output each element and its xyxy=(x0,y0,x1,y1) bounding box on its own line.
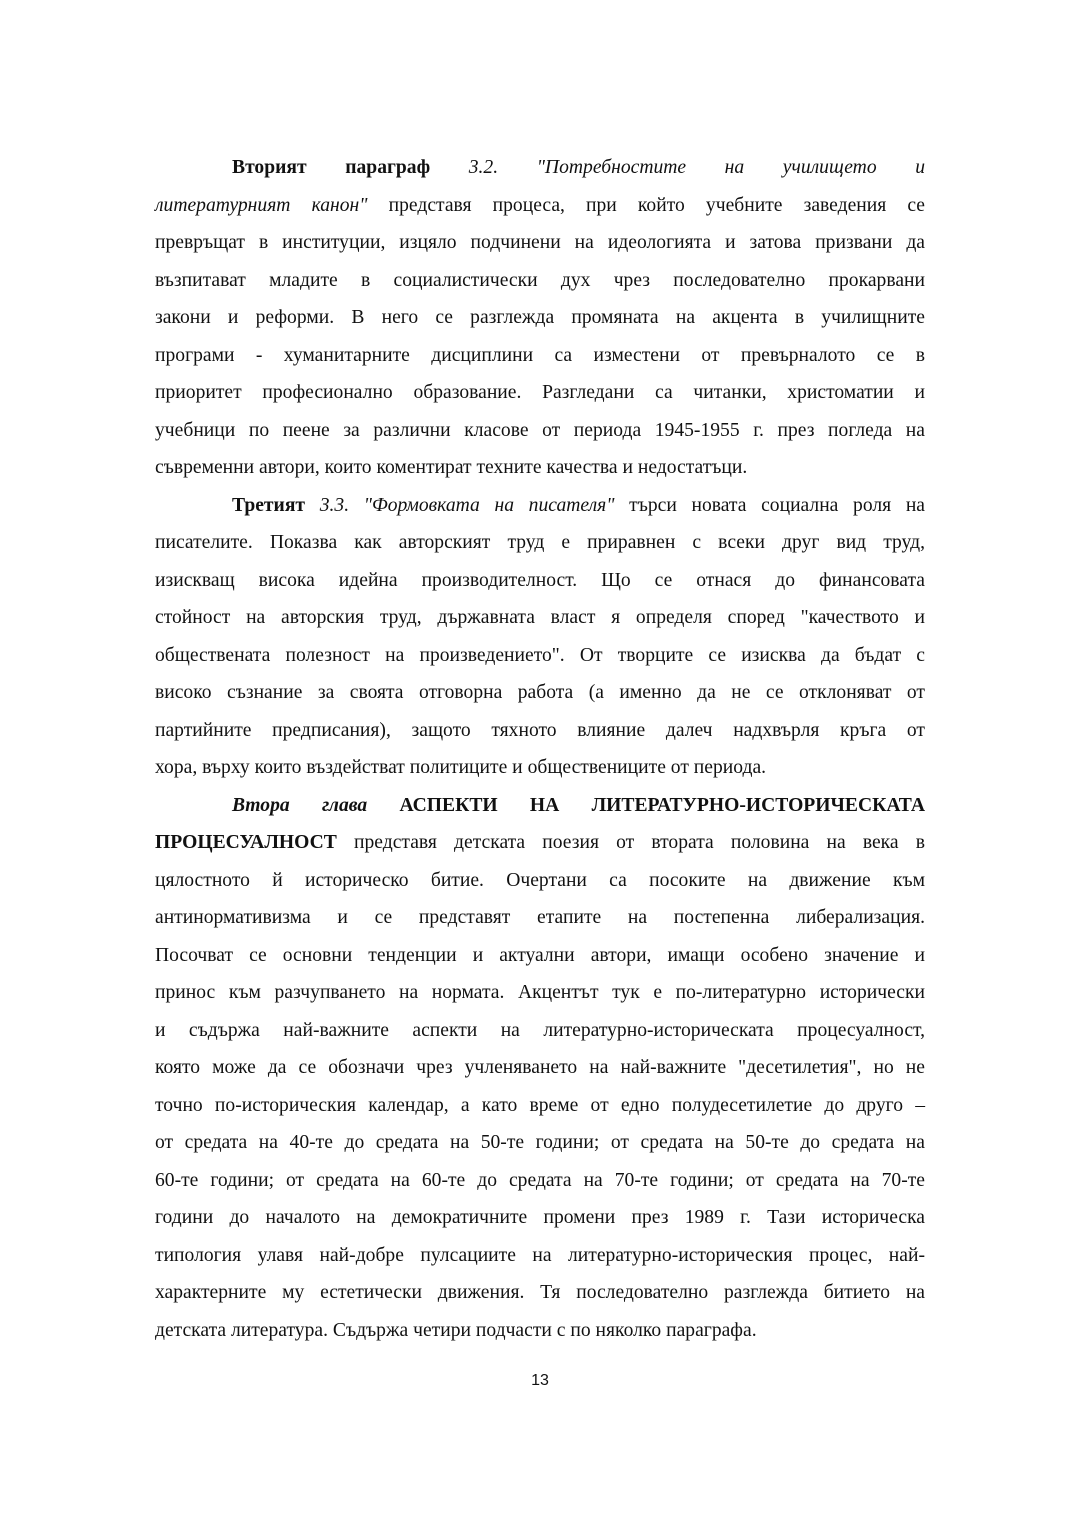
emphasized-text-run: литературният канон" xyxy=(155,194,368,216)
text-run: стойност на авторския труд, държавната власт я определя според "качеството и xyxy=(155,607,925,628)
text-line xyxy=(155,787,925,825)
paragraph xyxy=(155,787,925,1350)
text-line xyxy=(155,412,925,450)
text-run: 60-те години; от средата на 60-те до средата на 70-те години; от средата на 70-те xyxy=(155,1169,925,1191)
emphasized-text-run: 3.2. "Потребностите на училището и xyxy=(468,157,925,178)
emphasized-text-run: АСПЕКТИ НА ЛИТЕРАТУРНО-ИСТОРИЧЕСКАТА xyxy=(367,794,925,816)
text-line xyxy=(155,712,925,750)
emphasized-text-run: 3.3. "Формовката на писателя" xyxy=(305,494,615,516)
text-line xyxy=(155,262,925,300)
text-run: превръщат в институции, изцяло подчинени на идеологията и затова призвани да xyxy=(155,232,925,253)
text-run: детската литература. Съдържа четири подчасти с по няколко параграфа. xyxy=(155,1319,757,1341)
text-run: партийните предписания), защото тяхното влияние далеч надхвърля кръга от xyxy=(155,719,925,741)
text-run: представя процеса, при който учебните заведения се xyxy=(367,194,925,216)
text-run: цялостното й историческо битие. Очертани са посоките на движение към xyxy=(155,869,925,891)
text-run: точно по-историческия календар, а като време от едно полудесетилетие до друго – xyxy=(155,1094,925,1116)
text-run: високо съзнание за своята отговорна работа (а именно да не се отклоняват от xyxy=(155,682,925,703)
text-line xyxy=(155,1199,925,1237)
text-run: приоритет професионално образование. Разгледани са читанки, христоматии и xyxy=(155,382,925,403)
text-run: учебници по пеене за различни класове от периода 1945-1955 г. през погледа на xyxy=(155,419,925,441)
text-line xyxy=(155,974,925,1012)
text-line xyxy=(155,599,925,637)
text-run: хора, върху които въздействат политиците и обществениците от периода. xyxy=(155,757,767,778)
page-number: 13 xyxy=(531,1372,549,1389)
emphasized-text-run: Втора глава xyxy=(232,794,368,816)
text-run: принос към разчупването на нормата. Акцентът тук е по-литературно исторически xyxy=(155,982,925,1003)
text-line xyxy=(155,187,925,225)
text-run: закони и реформи. В него се разглежда промяната на акцента в училищните xyxy=(155,307,925,328)
text-line xyxy=(155,862,925,900)
text-line xyxy=(155,449,925,487)
text-run xyxy=(430,157,469,178)
text-line xyxy=(155,637,925,675)
text-line xyxy=(155,1087,925,1125)
emphasized-text-run: Третият xyxy=(232,494,306,516)
paragraph xyxy=(155,149,925,487)
text-run: писателите. Показва как авторският труд е приравнен с всеки друг вид труд, xyxy=(155,532,925,553)
emphasized-text-run: ПРОЦЕСУАЛНОСТ xyxy=(155,832,337,853)
text-run: програми - хуманитарните дисциплини са изместени от превърналото се в xyxy=(155,344,925,366)
text-run: която може да се обозначи чрез учленяването на най-важните "десетилетия", но не xyxy=(155,1057,925,1078)
text-line xyxy=(155,1274,925,1312)
text-run: възпитават младите в социалистически дух чрез последователно прокарвани xyxy=(155,269,925,291)
text-line xyxy=(155,1012,925,1050)
text-line xyxy=(155,1124,925,1162)
text-run: търси новата социална роля на xyxy=(614,494,926,516)
text-line xyxy=(155,524,925,562)
text-run: и съдържа най-важните аспекти на литературно-историческата процесуалност, xyxy=(155,1019,925,1041)
text-run: антинормативизма и се представят етапите на постепенна либерализация. xyxy=(155,907,925,928)
text-line xyxy=(155,1312,925,1350)
text-line xyxy=(155,937,925,975)
text-line xyxy=(155,674,925,712)
text-line xyxy=(155,824,925,862)
text-line xyxy=(155,374,925,412)
text-run: изискващ висока идейна производителност. Що се отнася до финансовата xyxy=(155,569,925,591)
emphasized-text-run: Вторият параграф xyxy=(232,157,431,178)
text-line xyxy=(155,299,925,337)
text-run: представя детската поезия от втората половина на века в xyxy=(336,832,925,853)
paragraph xyxy=(155,487,925,787)
text-line xyxy=(155,337,925,375)
text-line xyxy=(155,1237,925,1275)
text-line xyxy=(155,487,925,525)
text-line xyxy=(155,224,925,262)
text-run: съвременни автори, които коментират техните качества и недостатъци. xyxy=(155,457,748,478)
text-line xyxy=(155,749,925,787)
body-text xyxy=(155,149,925,1349)
text-run: от средата на 40-те до средата на 50-те години; от средата на 50-те до средата на xyxy=(155,1132,925,1153)
text-run: Посочват се основни тенденции и актуални автори, имащи особено значение и xyxy=(155,944,925,966)
text-line xyxy=(155,562,925,600)
text-line xyxy=(155,149,925,187)
text-line xyxy=(155,899,925,937)
text-line xyxy=(155,1162,925,1200)
text-run: години до началото на демократичните промени през 1989 г. Тази историческа xyxy=(155,1207,925,1228)
text-run: обществената полезност на произведението". От творците се изисква да бъдат с xyxy=(155,644,925,666)
text-run: типология улавя най-добре пулсациите на литературно-историческия процес, най- xyxy=(155,1244,925,1266)
text-line xyxy=(155,1049,925,1087)
text-run: характерните му естетически движения. Тя последователно разглежда битието на xyxy=(155,1282,925,1303)
